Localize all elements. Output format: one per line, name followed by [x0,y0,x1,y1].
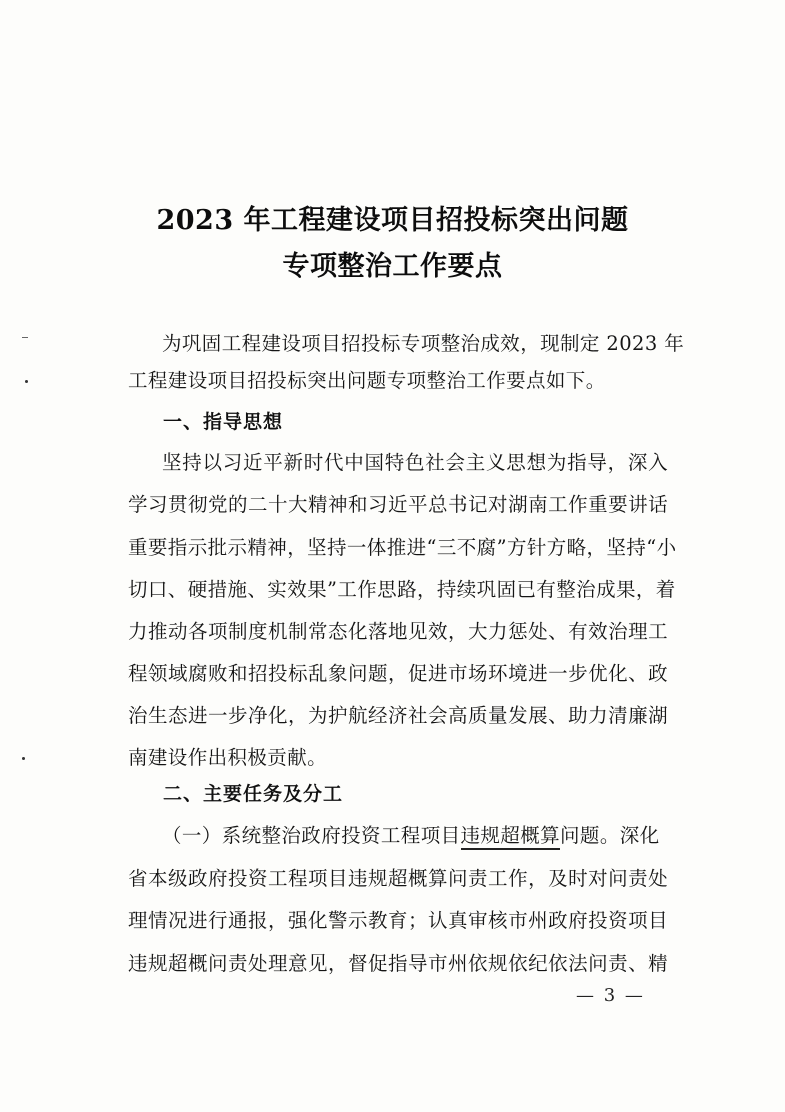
scan-dot [22,757,25,760]
paragraph-line: 力推动各项制度机制常态化落地见效，大力惩处、有效治理工 [128,620,668,643]
intro-line: 为巩固工程建设项目招投标专项整治成效，现制定 2023 年 [162,332,685,355]
scan-dot [25,380,28,383]
paragraph-line-first [162,818,672,854]
paragraph-line: 程领域腐败和招投标乱象问题，促进市场环境进一步优化、政 [128,662,668,685]
paragraph-line: 治生态进一步净化，为护航经济社会高质量发展、助力清廉湖 [128,704,668,727]
paragraph-line: 理情况进行通报，强化警示教育；认真审核市州政府投资项目 [128,909,668,932]
paragraph-line: 坚持以习近平新时代中国特色社会主义思想为指导，深入 [162,451,668,474]
document-title-line-2: 专项整治工作要点 [282,251,503,282]
section-heading-guiding-ideology: 一、指导思想 [163,411,284,433]
scan-mark [22,337,28,338]
paragraph-line: 违规超概问责处理意见，督促指导市州依规依纪依法问责、精 [128,952,668,975]
paragraph-line: 南建设作出积极贡献。 [128,746,328,769]
paragraph-line: 切口、硬措施、实效果”工作思路，持续巩固已有整治成果，着 [128,578,676,601]
paragraph-line: 学习贯彻党的二十大精神和习近平总书记对湖南工作重要讲话 [128,493,668,516]
task-label-end: 问题。深化 [560,824,660,847]
section-heading-main-tasks: 二、主要任务及分工 [163,783,344,805]
document-title-line-1: 2023 年工程建设项目招投标突出问题 [156,205,629,236]
paragraph-line: 重要指示批示精神，坚持一体推进“三不腐”方针方略，坚持“小 [128,536,677,559]
page-number: — 3 — [576,985,645,1006]
underlined-term: 违规超概算 [461,824,561,850]
intro-line: 工程建设项目招投标突出问题专项整治工作要点如下。 [128,369,606,392]
task-label: （一）系统整治政府投资工程项目 [162,824,461,847]
paragraph-line: 省本级政府投资工程项目违规超概算问责工作，及时对问责处 [128,867,668,890]
